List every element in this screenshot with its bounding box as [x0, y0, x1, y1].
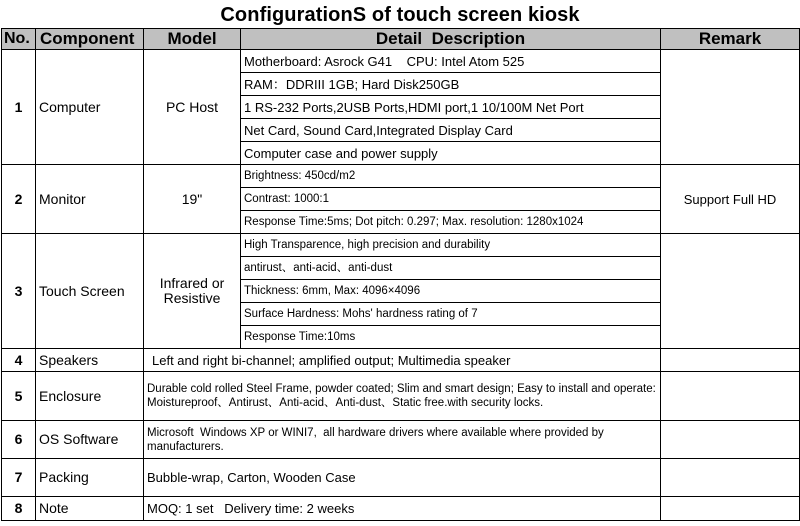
- configuration-table: [1, 28, 800, 521]
- detail-cell: antirust、anti-acid、anti-dust: [241, 257, 661, 280]
- remark-cell: [661, 421, 800, 459]
- table-row: [2, 165, 800, 188]
- row-number: 1: [2, 50, 36, 165]
- table-row: [2, 50, 800, 73]
- row-number: 6: [2, 421, 36, 459]
- remark-cell: Support Full HD: [661, 165, 800, 234]
- detail-cell: Left and right bi-channel; amplified output; Multimedia speaker: [144, 349, 661, 372]
- header-detail: Detail Description: [241, 29, 661, 50]
- component-name: OS Software: [36, 421, 144, 459]
- detail-cell: Computer case and power supply: [241, 142, 661, 165]
- header-model: Model: [144, 29, 241, 50]
- row-number: 2: [2, 165, 36, 234]
- component-name: Note: [36, 497, 144, 521]
- detail-cell: Surface Hardness: Mohs' hardness rating of 7: [241, 303, 661, 326]
- detail-cell: Microsoft Windows XP or WINI7, all hardware drivers where available where provided by manufacturers.: [144, 421, 661, 459]
- remark-cell: [661, 497, 800, 521]
- detail-cell: 1 RS-232 Ports,2USB Ports,HDMI port,1 10/100M Net Port: [241, 96, 661, 119]
- component-name: Speakers: [36, 349, 144, 372]
- detail-cell: Net Card, Sound Card,Integrated Display Card: [241, 119, 661, 142]
- remark-cell: [661, 372, 800, 421]
- remark-cell: [661, 459, 800, 497]
- component-name: Enclosure: [36, 372, 144, 421]
- header-remark: Remark: [661, 29, 800, 50]
- row-number: 4: [2, 349, 36, 372]
- component-name: Packing: [36, 459, 144, 497]
- detail-cell: Motherboard: Asrock G41 CPU: Intel Atom 525: [241, 50, 661, 73]
- model-line: Infrared or: [159, 275, 225, 291]
- component-name: Monitor: [36, 165, 144, 234]
- detail-cell: High Transparence, high precision and durability: [241, 234, 661, 257]
- table-row: [2, 421, 800, 459]
- detail-cell: MOQ: 1 set Delivery time: 2 weeks: [144, 497, 661, 521]
- model-value: [144, 234, 241, 349]
- detail-cell: Response Time:5ms; Dot pitch: 0.297; Max. resolution: 1280x1024: [241, 211, 661, 234]
- header-no: No.: [2, 29, 36, 50]
- model-value: PC Host: [144, 50, 241, 165]
- model-line: Resistive: [163, 290, 221, 306]
- remark-cell: [661, 50, 800, 165]
- row-number: 5: [2, 372, 36, 421]
- detail-cell: Bubble-wrap, Carton, Wooden Case: [144, 459, 661, 497]
- table-row: [2, 372, 800, 421]
- detail-cell: RAM：DDRIII 1GB; Hard Disk250GB: [241, 73, 661, 96]
- component-name: Computer: [36, 50, 144, 165]
- component-name: Touch Screen: [36, 234, 144, 349]
- table-row: [2, 497, 800, 521]
- row-number: 7: [2, 459, 36, 497]
- detail-cell: Thickness: 6mm, Max: 4096×4096: [241, 280, 661, 303]
- table-row: [2, 349, 800, 372]
- detail-cell: Brightness: 450cd/m2: [241, 165, 661, 188]
- header-row: [2, 29, 800, 50]
- table-row: [2, 234, 800, 257]
- remark-cell: [661, 349, 800, 372]
- detail-cell: Contrast: 1000:1: [241, 188, 661, 211]
- detail-cell: Response Time:10ms: [241, 326, 661, 349]
- row-number: 3: [2, 234, 36, 349]
- remark-cell: [661, 234, 800, 349]
- model-value: 19": [144, 165, 241, 234]
- detail-cell: Durable cold rolled Steel Frame, powder coated; Slim and smart design; Easy to install and operate: Moistureproof、Antirust、Anti-acid、Anti-dust、Static free.with security locks.: [144, 372, 661, 421]
- header-component: Component: [36, 29, 144, 50]
- row-number: 8: [2, 497, 36, 521]
- table-row: [2, 459, 800, 497]
- document-title: ConfigurationS of touch screen kiosk: [220, 4, 580, 26]
